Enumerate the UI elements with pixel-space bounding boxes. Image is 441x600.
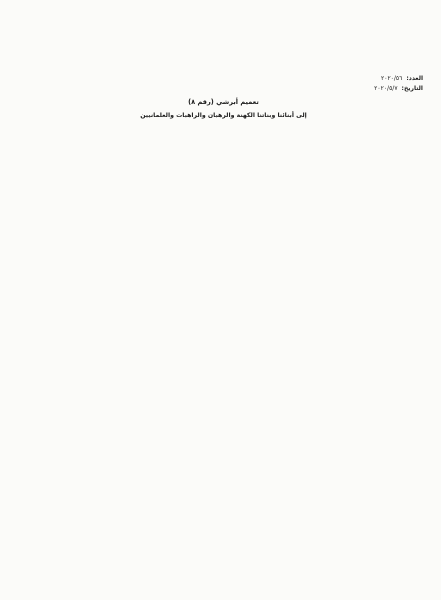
reference-date-value: ٢٠٢٠/٥/٧ xyxy=(374,85,398,92)
reference-date-label: التاريخ: xyxy=(401,85,423,92)
reference-number-label: العدد: xyxy=(406,75,423,82)
reference-number-value: ٢٠٢٠/٥٦ xyxy=(381,75,403,82)
document-title: تعميم أبرشي (رقم ٨) xyxy=(188,98,259,106)
reference-date xyxy=(374,84,423,93)
document-subtitle: إلى أبنائنا وبناتنا الكهنة والرهبان والراهبات والعلمانيين xyxy=(140,112,307,119)
numbered-items xyxy=(22,143,425,168)
reference-number xyxy=(381,74,423,83)
